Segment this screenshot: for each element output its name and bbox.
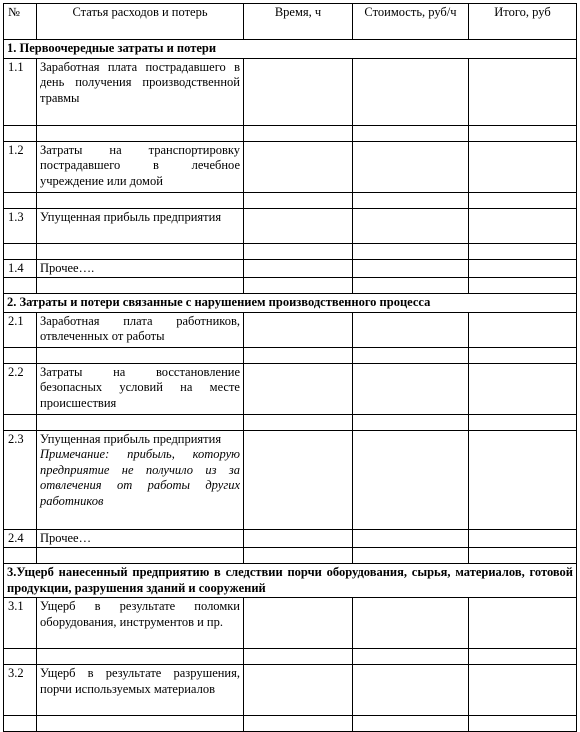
cost-cell <box>353 141 469 192</box>
header-item: Статья расходов и потерь <box>37 4 244 40</box>
row-num: 1.3 <box>4 208 37 243</box>
section-row <box>4 40 577 59</box>
header-cost: Стоимость, руб/ч <box>353 4 469 40</box>
table-row <box>4 363 577 414</box>
row-num: 1.1 <box>4 58 37 125</box>
total-cell <box>469 312 577 347</box>
row-text: Ущерб в результате разрушения, порчи используемых материалов <box>37 665 244 716</box>
blank-row <box>4 716 577 732</box>
table-row <box>4 529 577 548</box>
total-cell <box>469 208 577 243</box>
table-row <box>4 598 577 649</box>
section-title: 1. Первоочередные затраты и потери <box>4 40 577 59</box>
row-text <box>37 430 244 529</box>
blank-row <box>4 548 577 564</box>
section-row <box>4 564 577 598</box>
cost-cell <box>353 259 469 278</box>
table-row <box>4 58 577 125</box>
header-num: № <box>4 4 37 40</box>
table-row <box>4 208 577 243</box>
table-row <box>4 259 577 278</box>
time-cell <box>244 312 353 347</box>
table-row <box>4 665 577 716</box>
row-text: Прочее…. <box>37 259 244 278</box>
table-row <box>4 141 577 192</box>
total-cell <box>469 598 577 649</box>
blank-row <box>4 192 577 208</box>
blank-row <box>4 125 577 141</box>
cost-cell <box>353 312 469 347</box>
total-cell <box>469 58 577 125</box>
row-text: Заработная плата работников, отвлеченных от работы <box>37 312 244 347</box>
total-cell <box>469 529 577 548</box>
row-text: Затраты на транспортировку пострадавшего в лечебное учреждение или домой <box>37 141 244 192</box>
table-row <box>4 430 577 529</box>
row-num: 1.2 <box>4 141 37 192</box>
cost-cell <box>353 430 469 529</box>
cost-cell <box>353 58 469 125</box>
row-text: Затраты на восстановление безопасных условий на месте происшествия <box>37 363 244 414</box>
section-title: 3.Ущерб нанесенный предприятию в следствии порчи оборудования, сырья, материалов, готовой продукции, разрушения зданий и сооружений <box>4 564 577 598</box>
blank-row <box>4 347 577 363</box>
cost-cell <box>353 363 469 414</box>
section-row <box>4 294 577 313</box>
row-text: Упущенная прибыль предприятия <box>37 208 244 243</box>
time-cell <box>244 259 353 278</box>
row-note: Примечание: прибыль, которую предприятие не получило из за отвлечения от работы других работников <box>40 447 240 508</box>
row-num: 2.3 <box>4 430 37 529</box>
cost-cell <box>353 529 469 548</box>
time-cell <box>244 58 353 125</box>
row-num: 2.2 <box>4 363 37 414</box>
time-cell <box>244 529 353 548</box>
row-num: 1.4 <box>4 259 37 278</box>
time-cell <box>244 665 353 716</box>
section-title: 2. Затраты и потери связанные с нарушением производственного процесса <box>4 294 577 313</box>
cost-cell <box>353 665 469 716</box>
total-cell <box>469 430 577 529</box>
total-cell <box>469 259 577 278</box>
row-num: 3.2 <box>4 665 37 716</box>
expenses-table <box>3 3 577 732</box>
blank-row <box>4 278 577 294</box>
blank-row <box>4 649 577 665</box>
header-row <box>4 4 577 40</box>
total-cell <box>469 141 577 192</box>
cost-cell <box>353 208 469 243</box>
table-row <box>4 312 577 347</box>
total-cell <box>469 363 577 414</box>
row-num: 2.4 <box>4 529 37 548</box>
row-text: Прочее… <box>37 529 244 548</box>
total-cell <box>469 665 577 716</box>
time-cell <box>244 208 353 243</box>
time-cell <box>244 141 353 192</box>
time-cell <box>244 598 353 649</box>
time-cell <box>244 363 353 414</box>
blank-row <box>4 414 577 430</box>
row-num: 3.1 <box>4 598 37 649</box>
row-text-main: Упущенная прибыль предприятия <box>40 431 222 446</box>
cost-cell <box>353 598 469 649</box>
header-total: Итого, руб <box>469 4 577 40</box>
row-text: Заработная плата пострадавшего в день получения производственной травмы <box>37 58 244 125</box>
blank-row <box>4 243 577 259</box>
row-text: Ущерб в результате поломки оборудования, инструментов и пр. <box>37 598 244 649</box>
time-cell <box>244 430 353 529</box>
header-time: Время, ч <box>244 4 353 40</box>
row-num: 2.1 <box>4 312 37 347</box>
